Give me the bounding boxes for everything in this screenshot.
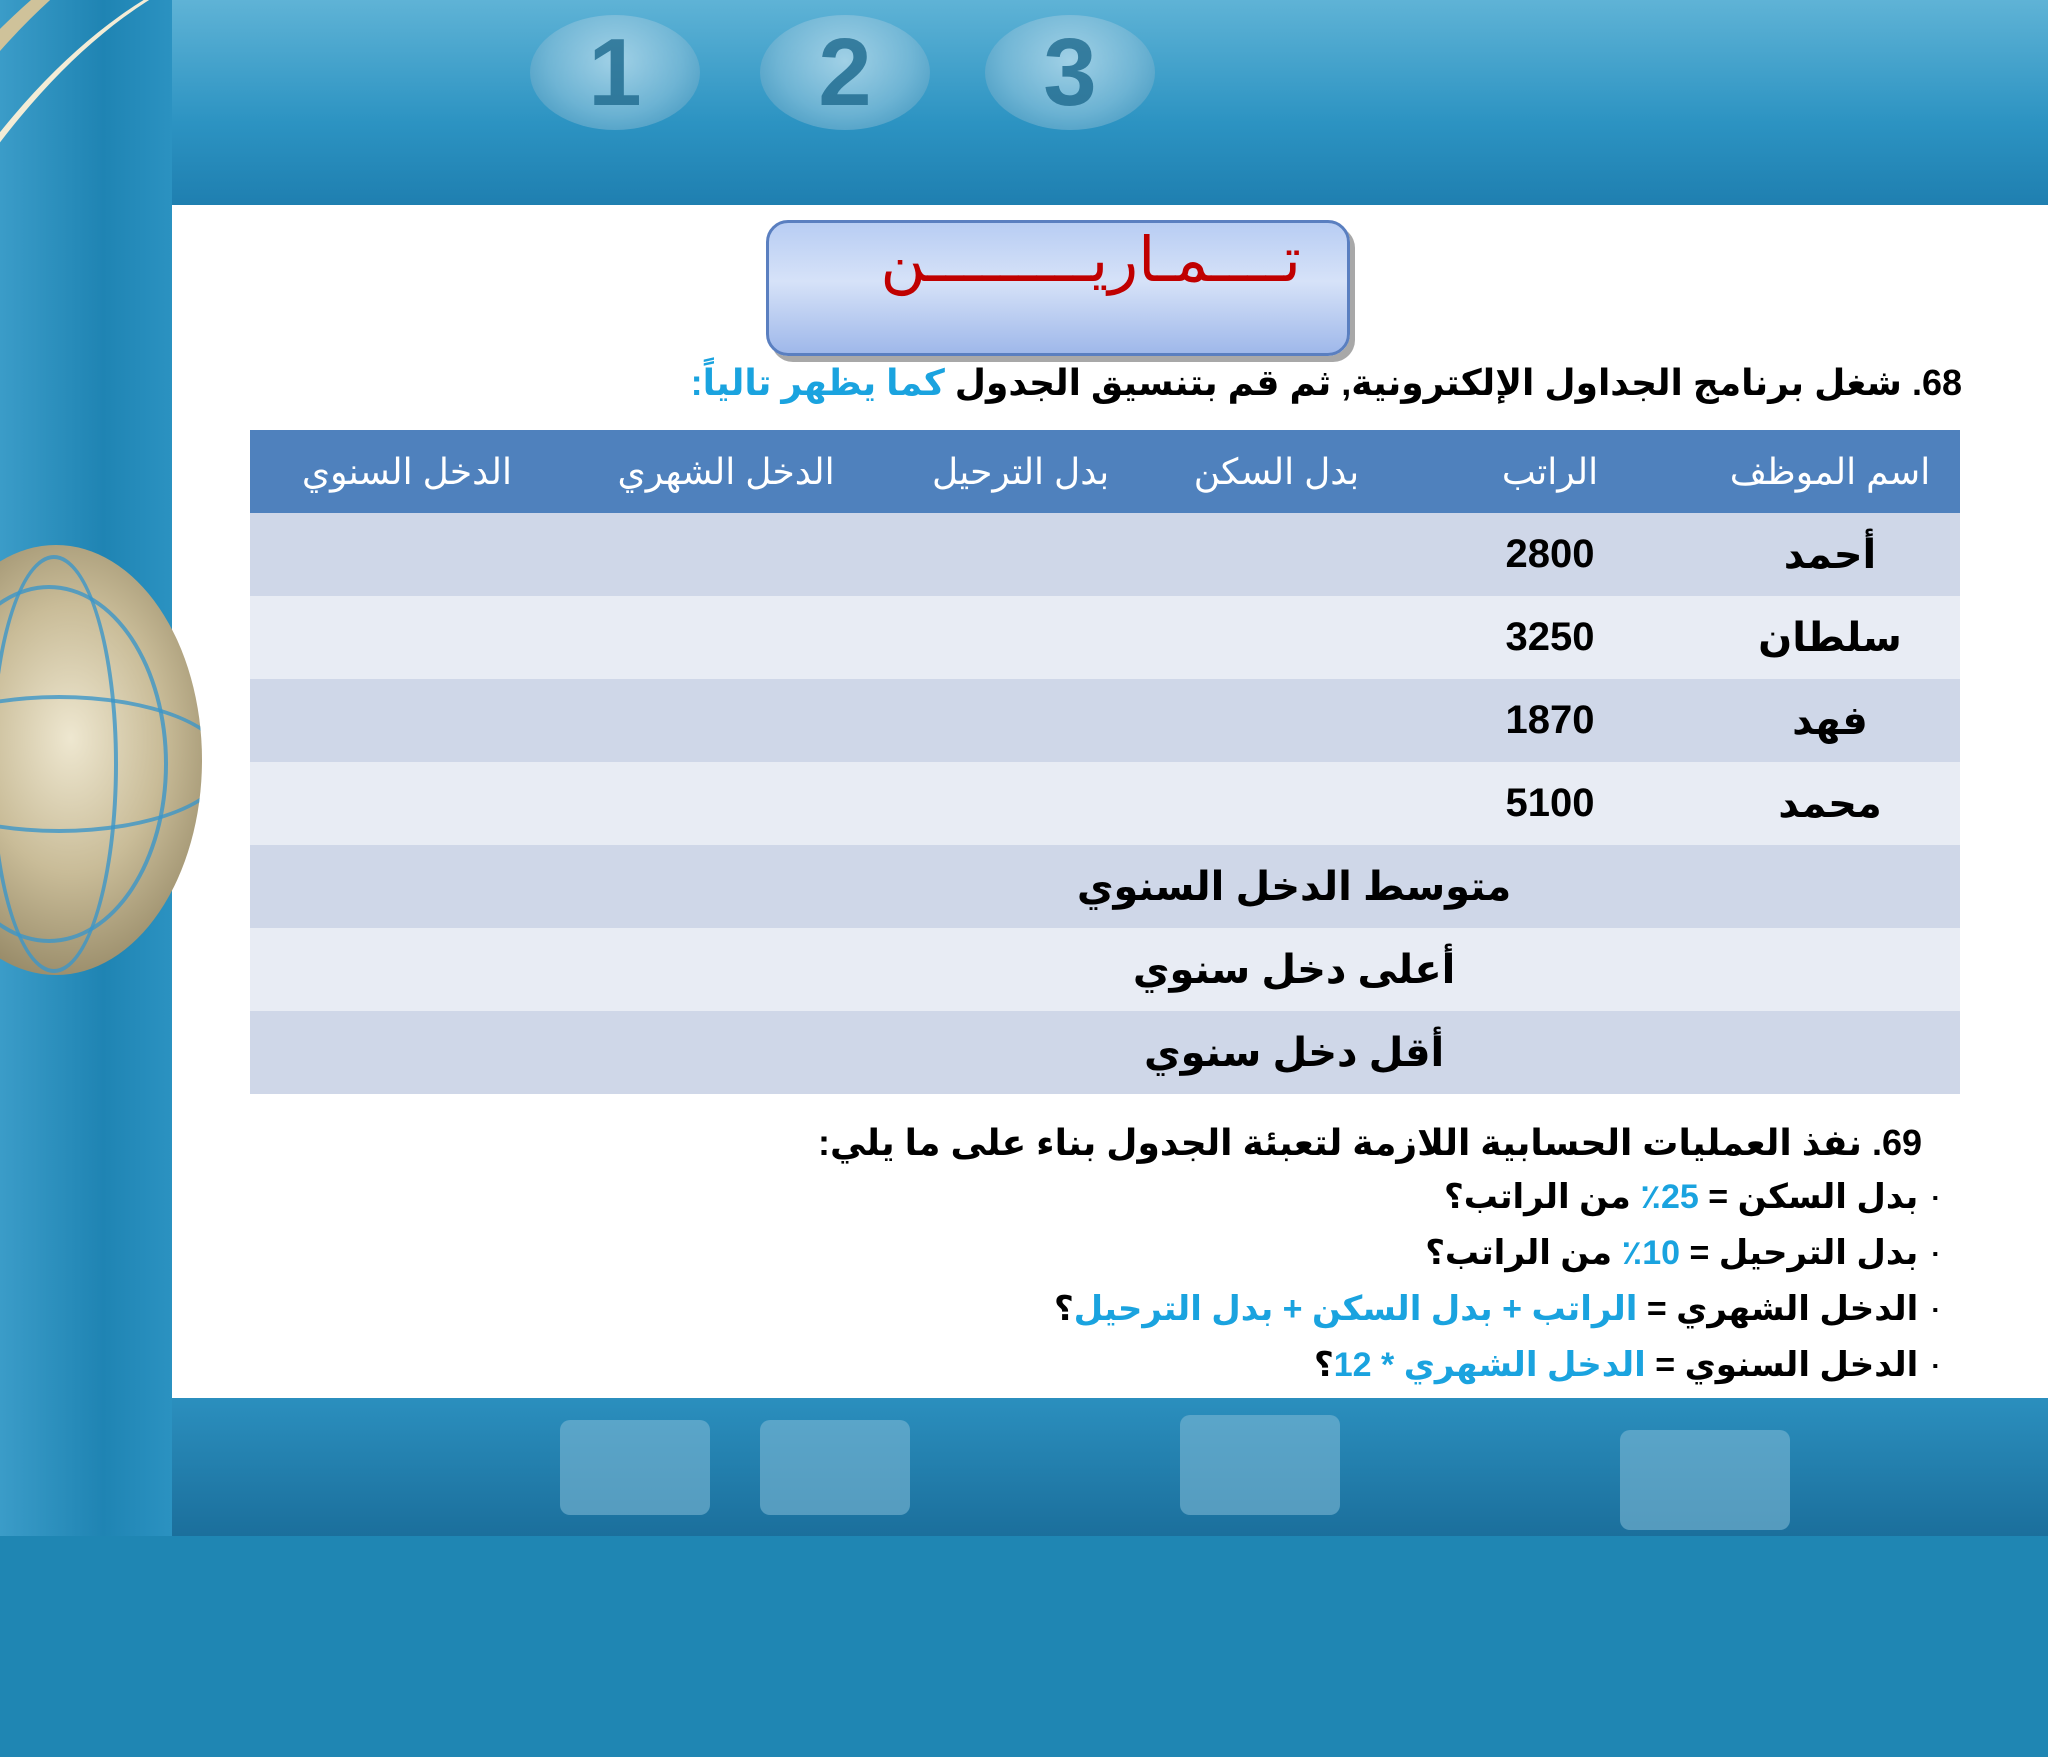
employee-name-cell: محمد: [1700, 762, 1960, 845]
question-69-number: 69.: [1871, 1122, 1922, 1163]
empty-cell: [888, 596, 1153, 679]
empty-cell: [1153, 762, 1400, 845]
empty-cell: [1153, 679, 1400, 762]
empty-cell: [1700, 845, 1960, 928]
empty-cell: [1153, 596, 1400, 679]
summary-row: [250, 1011, 1960, 1094]
salary-cell: 5100: [1400, 762, 1700, 845]
empty-cell: [250, 679, 564, 762]
empty-cell: [250, 513, 564, 596]
salary-cell: 3250: [1400, 596, 1700, 679]
header-annual-income: الدخل السنوي: [250, 430, 564, 513]
rule-transport: [1054, 1226, 1938, 1282]
keyboard-key: [1620, 1430, 1790, 1530]
empty-cell: [564, 928, 888, 1011]
question-69-text: نفذ العمليات الحسابية اللازمة لتعبئة الجدول بناء على ما يلي:: [818, 1122, 1872, 1163]
rule-housing: [1054, 1170, 1938, 1226]
empty-cell: [564, 513, 888, 596]
rule-monthly: [1054, 1282, 1938, 1338]
summary-label-lowest: أقل دخل سنوي: [888, 1011, 1700, 1094]
empty-cell: [1700, 1011, 1960, 1094]
empty-cell: [888, 513, 1153, 596]
empty-cell: [564, 596, 888, 679]
empty-cell: [250, 762, 564, 845]
empty-cell: [564, 762, 888, 845]
summary-row: [250, 928, 1960, 1011]
empty-cell: [250, 845, 564, 928]
question-68-highlight: كما يظهر تالياً:: [690, 362, 945, 403]
summary-label-highest: أعلى دخل سنوي: [888, 928, 1700, 1011]
employee-name-cell: فهد: [1700, 679, 1960, 762]
rule-tail: ؟: [1314, 1346, 1334, 1385]
salary-cell: 2800: [1400, 513, 1700, 596]
rule-annual: [1054, 1338, 1938, 1394]
number-badge-2: 2: [760, 15, 930, 130]
rule-tail: من الراتب؟: [1443, 1178, 1641, 1216]
empty-cell: [250, 1011, 564, 1094]
empty-cell: [250, 596, 564, 679]
summary-row: [250, 845, 1960, 928]
header-transport-allowance: بدل الترحيل: [888, 430, 1153, 513]
summary-label-average: متوسط الدخل السنوي: [888, 845, 1700, 928]
question-68: [691, 362, 1962, 404]
rule-lead: الدخل الشهري =: [1637, 1290, 1919, 1329]
empty-cell: [1700, 928, 1960, 1011]
empty-cell: [564, 679, 888, 762]
rule-value: الراتب + بدل السكن + بدل الترحيل: [1073, 1290, 1638, 1329]
rule-value: 10٪: [1621, 1234, 1681, 1273]
table-row: [250, 596, 1960, 679]
question-68-text: شغل برنامج الجداول الإلكترونية, ثم قم بتنسيق الجدول: [944, 362, 1912, 403]
rules-list: [1054, 1170, 1938, 1394]
table-header-row: [250, 430, 1960, 513]
question-69: [818, 1122, 1922, 1164]
rule-tail: من الراتب؟: [1425, 1234, 1622, 1273]
rule-lead: الدخل السنوي =: [1645, 1346, 1919, 1385]
header-employee-name: اسم الموظف: [1700, 430, 1960, 513]
keyboard-key: [1180, 1415, 1340, 1515]
rule-lead: بدل السكن =: [1698, 1178, 1919, 1216]
empty-cell: [564, 845, 888, 928]
rule-value: الدخل الشهري * 12: [1333, 1346, 1646, 1385]
number-badge-3: 3: [985, 15, 1155, 130]
empty-cell: [888, 679, 1153, 762]
employee-name-cell: سلطان: [1700, 596, 1960, 679]
table-row: [250, 679, 1960, 762]
empty-cell: [1153, 513, 1400, 596]
header-monthly-income: الدخل الشهري: [564, 430, 888, 513]
rule-value: 25٪: [1640, 1178, 1699, 1216]
rule-tail: ؟: [1053, 1290, 1074, 1329]
table-row: [250, 762, 1960, 845]
slide-title: تــــمـاريـــــــــن: [880, 226, 1301, 295]
employee-name-cell: أحمد: [1700, 513, 1960, 596]
empty-cell: [564, 1011, 888, 1094]
table-row: [250, 513, 1960, 596]
header-salary: الراتب: [1400, 430, 1700, 513]
title-box: [766, 220, 1350, 356]
number-badge-1: 1: [530, 15, 700, 130]
question-68-number: 68.: [1911, 362, 1962, 403]
empty-cell: [888, 762, 1153, 845]
employee-table: [250, 430, 1960, 1094]
header-housing-allowance: بدل السكن: [1153, 430, 1400, 513]
salary-cell: 1870: [1400, 679, 1700, 762]
keyboard-key: [560, 1420, 710, 1515]
rule-lead: بدل الترحيل =: [1680, 1234, 1919, 1273]
empty-cell: [250, 928, 564, 1011]
keyboard-key: [760, 1420, 910, 1515]
